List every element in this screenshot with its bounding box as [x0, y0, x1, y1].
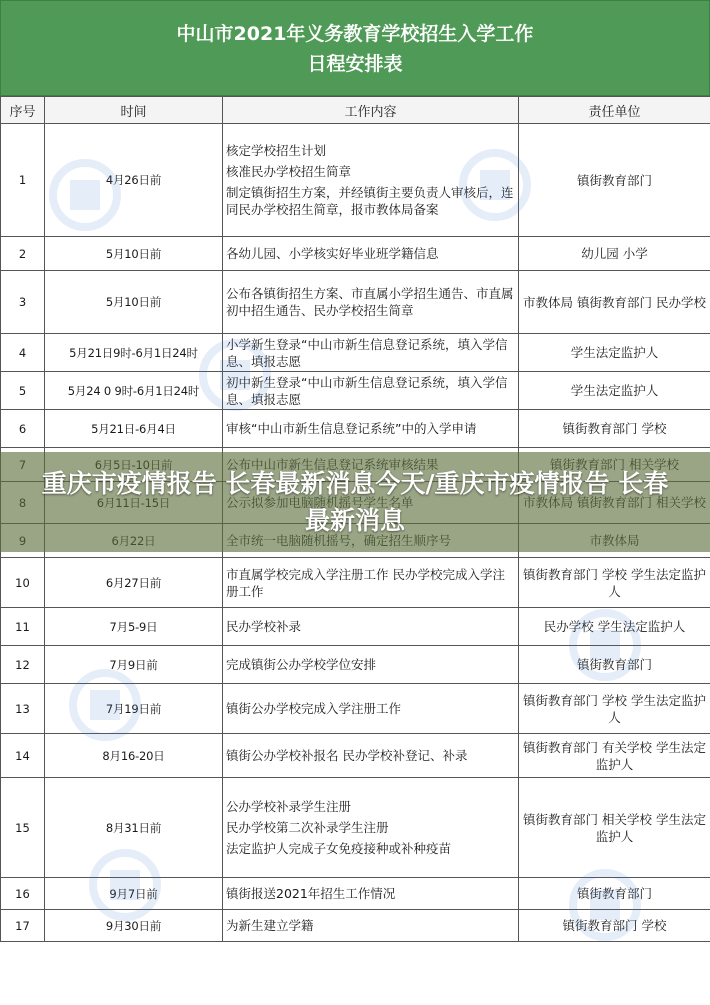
row-number: 2: [1, 237, 45, 271]
column-header-no: 序号: [1, 97, 45, 124]
row-work: [223, 237, 519, 271]
work-item: 完成镇街公办学校学位安排: [226, 657, 377, 672]
work-item: 民办学校补录: [226, 619, 302, 634]
row-time: 5月24 0 9时-6月1日24时: [45, 372, 223, 410]
work-item: 审核“中山市新生信息登记系统”中的入学申请: [226, 421, 477, 436]
row-number: 12: [1, 646, 45, 684]
table-row: [1, 410, 710, 448]
row-work: [223, 734, 519, 778]
row-number: 4: [1, 334, 45, 372]
work-item: 镇街报送2021年招生工作情况: [226, 886, 396, 901]
row-unit: 镇街教育部门 学校: [519, 410, 710, 448]
row-number: 15: [1, 778, 45, 878]
row-time: 7月5-9日: [45, 608, 223, 646]
row-time: 7月9日前: [45, 646, 223, 684]
column-header-work: 工作内容: [223, 97, 519, 124]
row-work: [223, 878, 519, 910]
row-time: 8月16-20日: [45, 734, 223, 778]
headline-text[interactable]: 重庆市疫情报告 长春最新消息今天/重庆市疫情报告 长春最新消息: [41, 469, 669, 535]
row-work: [223, 271, 519, 334]
row-time: 7月19日前: [45, 684, 223, 734]
row-work: [223, 684, 519, 734]
work-item: 镇街公办学校完成入学注册工作: [226, 701, 402, 716]
work-item: 公办学校补录学生注册: [226, 799, 352, 814]
row-time: 9月7日前: [45, 878, 223, 910]
row-work: [223, 778, 519, 878]
table-title-bar: [0, 0, 710, 96]
row-number: 10: [1, 558, 45, 608]
work-item: 小学新生登录“中山市新生信息登记系统，填入学信息、填报志愿: [226, 336, 508, 369]
work-item: 核定学校招生计划: [226, 143, 327, 158]
table-row: [1, 237, 710, 271]
row-number: 14: [1, 734, 45, 778]
row-work: [223, 646, 519, 684]
row-time: 5月21日-6月4日: [45, 410, 223, 448]
table-row: [1, 334, 710, 372]
table-row: [1, 608, 710, 646]
work-item: 各幼儿园、小学核实好毕业班学籍信息: [226, 246, 439, 261]
row-work: [223, 608, 519, 646]
work-item: 民办学校第二次补录学生注册: [226, 820, 389, 835]
row-unit: 镇街教育部门 学校 学生法定监护人: [519, 684, 710, 734]
table-row: [1, 558, 710, 608]
table-row: [1, 271, 710, 334]
table-row: [1, 684, 710, 734]
table-row: [1, 646, 710, 684]
row-number: 17: [1, 910, 45, 942]
row-unit: 学生法定监护人: [519, 372, 710, 410]
row-time: 9月30日前: [45, 910, 223, 942]
row-unit: 民办学校 学生法定监护人: [519, 608, 710, 646]
row-number: 11: [1, 608, 45, 646]
row-work: [223, 124, 519, 237]
table-row: [1, 878, 710, 910]
row-work: [223, 372, 519, 410]
headline-banner[interactable]: [0, 452, 710, 552]
table-title: 中山市2021年义务教育学校招生入学工作: [176, 23, 534, 45]
row-time: 5月10日前: [45, 237, 223, 271]
row-work: [223, 558, 519, 608]
work-item: 核准民办学校招生简章: [226, 164, 352, 179]
row-unit: 镇街教育部门: [519, 878, 710, 910]
row-number: 16: [1, 878, 45, 910]
row-time: 5月10日前: [45, 271, 223, 334]
row-work: [223, 910, 519, 942]
row-time: 8月31日前: [45, 778, 223, 878]
row-number: 13: [1, 684, 45, 734]
row-number: 5: [1, 372, 45, 410]
table-row: [1, 778, 710, 878]
work-item: 初中新生登录“中山市新生信息登记系统，填入学信息、填报志愿: [226, 374, 508, 407]
work-item: 制定镇街招生方案，并经镇街主要负责人审核后，连同民办学校招生简章，报市教体局备案: [226, 185, 514, 217]
table-row: [1, 734, 710, 778]
row-time: 5月21日9时-6月1日24时: [45, 334, 223, 372]
row-unit: 镇街教育部门 学校: [519, 910, 710, 942]
work-item: 镇街公办学校补报名 民办学校补登记、补录: [226, 748, 468, 763]
column-header-unit: 责任单位: [519, 97, 710, 124]
work-item: 为新生建立学籍: [226, 918, 314, 933]
row-work: [223, 334, 519, 372]
row-work: [223, 410, 519, 448]
table-row: [1, 372, 710, 410]
row-time: 6月27日前: [45, 558, 223, 608]
row-unit: 镇街教育部门 学校 学生法定监护人: [519, 558, 710, 608]
row-unit: 幼儿园 小学: [519, 237, 710, 271]
row-unit: 学生法定监护人: [519, 334, 710, 372]
row-unit: 镇街教育部门 有关学校 学生法定监护人: [519, 734, 710, 778]
row-time: 4月26日前: [45, 124, 223, 237]
work-item: 法定监护人完成子女免疫接种或补种疫苗: [226, 841, 452, 856]
column-header-time: 时间: [45, 97, 223, 124]
row-unit: 镇街教育部门: [519, 124, 710, 237]
row-unit: 镇街教育部门 相关学校 学生法定监护人: [519, 778, 710, 878]
table-subtitle: 日程安排表: [307, 53, 403, 75]
work-item: 公布各镇街招生方案、市直属小学招生通告、市直属初中招生通告、民办学校招生简章: [226, 286, 514, 318]
work-item: 市直属学校完成入学注册工作 民办学校完成入学注册工作: [226, 566, 505, 599]
table-row: [1, 124, 710, 237]
row-number: 1: [1, 124, 45, 237]
table-header-row: [1, 97, 710, 124]
row-number: 3: [1, 271, 45, 334]
row-unit: 市教体局 镇街教育部门 民办学校: [519, 271, 710, 334]
table-row: [1, 910, 710, 942]
row-unit: 镇街教育部门: [519, 646, 710, 684]
row-number: 6: [1, 410, 45, 448]
